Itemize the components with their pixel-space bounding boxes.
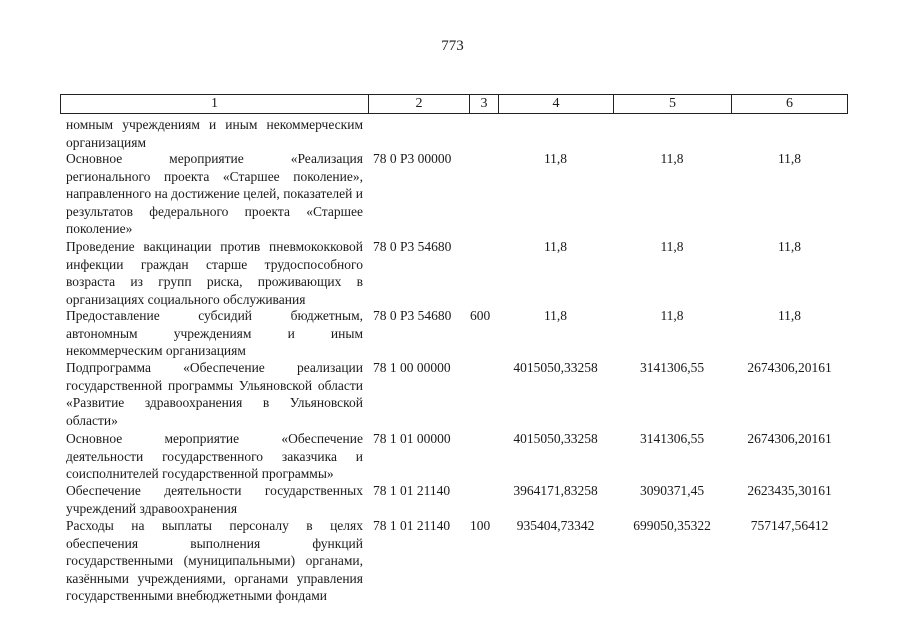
header-col-4: 4 — [499, 95, 614, 113]
table-row — [0, 517, 905, 607]
row-value-2021: 11,8 — [543, 308, 568, 323]
row-code: 78 0 P3 54680 — [373, 308, 452, 323]
row-value-2021: 4015050,33258 — [513, 431, 598, 446]
row-value-2023: 2674306,20161 — [747, 360, 832, 375]
row-vr: 600 — [470, 308, 491, 323]
header-col-1: 1 — [61, 95, 369, 113]
table-row — [0, 116, 905, 150]
header-col-3: 3 — [470, 95, 499, 113]
row-code: 78 1 01 00000 — [373, 431, 451, 446]
table-row — [0, 359, 905, 430]
row-value-2023: 11,8 — [777, 308, 802, 323]
row-name: Основное мероприятие «Реализация регионального проекта «Старшее поколение», направленного на достижение целей, показателей и результатов федерального проекта «Старшее поколение» — [66, 151, 363, 236]
row-value-2022: 3141306,55 — [639, 360, 705, 375]
row-value-2021: 11,8 — [543, 239, 568, 254]
header-col-6: 6 — [786, 96, 793, 111]
table-row — [0, 238, 905, 307]
row-value-2023: 2623435,30161 — [747, 483, 832, 498]
table-row — [0, 430, 905, 482]
row-value-2023: 11,8 — [777, 239, 802, 254]
row-code: 78 0 P3 00000 — [373, 151, 452, 166]
row-value-2022: 11,8 — [660, 151, 684, 166]
row-value-2022: 699050,35322 — [633, 518, 711, 533]
row-name: Предоставление субсидий бюджетным, автономным учреждениям и иным некоммерческим организациям — [66, 308, 363, 358]
table-row — [0, 150, 905, 238]
row-value-2022: 3090371,45 — [639, 483, 705, 498]
table-header — [60, 94, 848, 114]
row-name: Проведение вакцинации против пневмококковой инфекции граждан старше трудоспособного возраста из групп риска, проживающих в организациях социального обслуживания — [66, 239, 363, 307]
row-value-2023: 2674306,20161 — [747, 431, 832, 446]
row-value-2022: 3141306,55 — [639, 431, 705, 446]
row-value-2023: 757147,56412 — [750, 518, 829, 533]
row-name: номным учреждениям и иным некоммерческим организациям — [66, 117, 363, 150]
page-number: 773 — [441, 38, 464, 54]
row-value-2021: 935404,73342 — [516, 518, 595, 533]
row-value-2022: 11,8 — [660, 308, 684, 323]
row-name: Обеспечение деятельности государственных учреждений здравоохранения — [66, 483, 363, 516]
row-vr: 100 — [470, 518, 491, 533]
row-value-2021: 11,8 — [543, 151, 568, 166]
header-col-5: 5 — [614, 95, 732, 113]
row-code: 78 1 01 21140 — [373, 518, 451, 533]
row-name: Расходы на выплаты персоналу в целях обеспечения выполнения функций государственными (муниципальными) органами, казёнными учреждениями, органами управления государственными внебюджетными фондами — [66, 518, 363, 603]
header-col-2: 2 — [369, 95, 470, 113]
row-value-2022: 11,8 — [660, 239, 684, 254]
row-value-2021: 4015050,33258 — [513, 360, 598, 375]
row-code: 78 0 P3 54680 — [373, 239, 452, 254]
table-row — [0, 307, 905, 359]
row-name: Основное мероприятие «Обеспечение деятельности государственного заказчика и соисполнителей государственной программы» — [66, 431, 363, 481]
row-name: Подпрограмма «Обеспечение реализации государственной программы Ульяновской области «Развитие здравоохранения в Ульяновской области» — [66, 360, 363, 428]
table-body — [0, 116, 905, 607]
table-row — [0, 482, 905, 517]
row-code: 78 1 00 00000 — [373, 360, 451, 375]
row-code: 78 1 01 21140 — [373, 483, 451, 498]
row-value-2023: 11,8 — [777, 151, 802, 166]
row-value-2021: 3964171,83258 — [513, 483, 598, 498]
